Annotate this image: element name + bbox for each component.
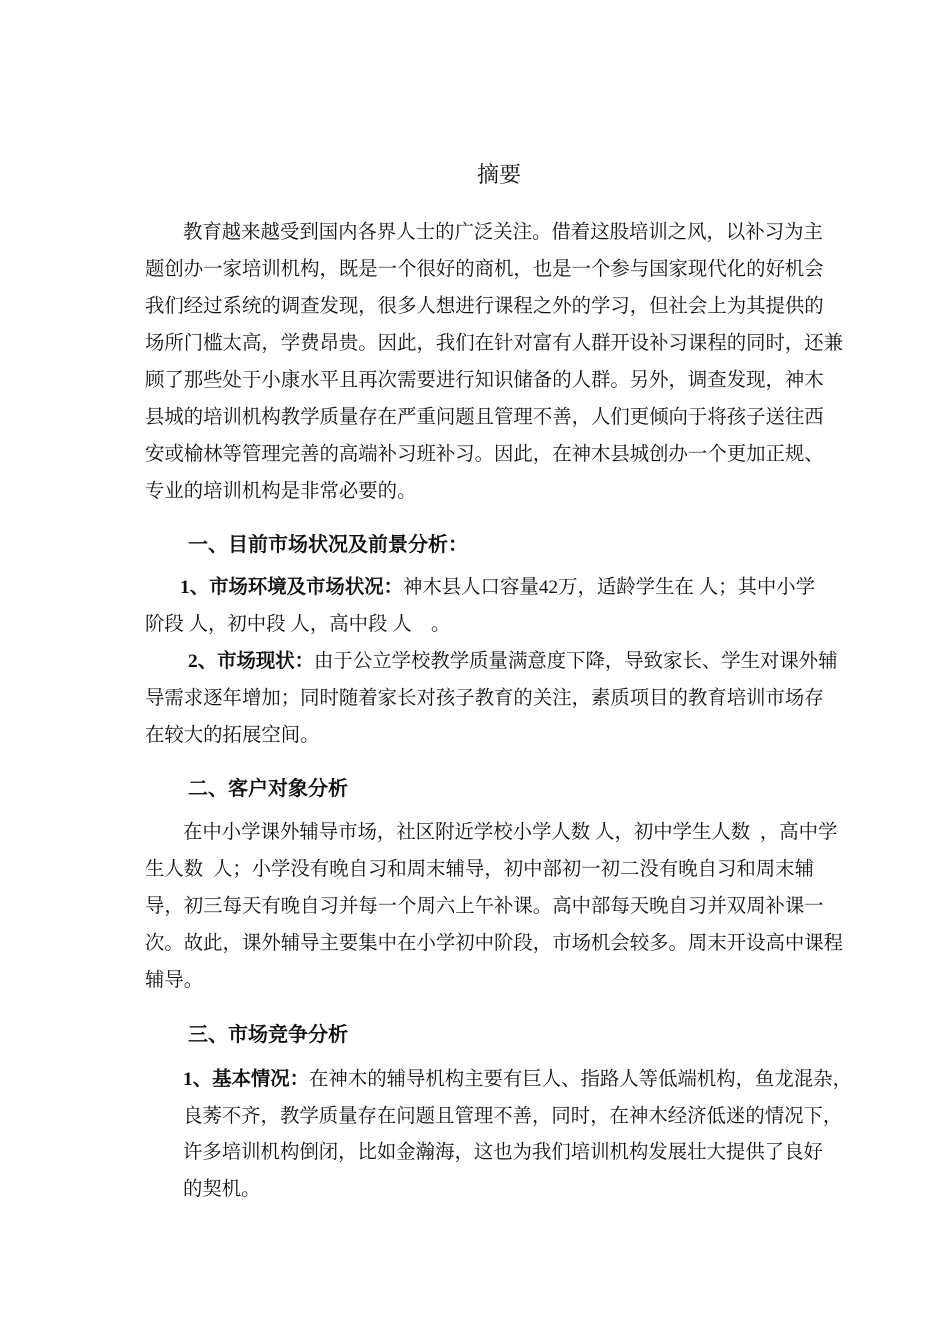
text-line: 县城的培训机构教学质量存在严重问题且管理不善，人们更倾向于将孩子送往西 [145,407,824,428]
text-line: 的契机。 [183,1179,261,1200]
section-heading: 三、市场竞争分析 [188,1024,348,1046]
text-line: 题创办一家培训机构，既是一个很好的商机，也是一个参与国家现代化的好机会 [145,259,824,280]
text-line: 生人数 人；小学没有晚自习和周末辅导，初中部初一初二没有晚自习和周末辅 [145,859,814,880]
text-line: 安或榆林等管理完善的高端补习班补习。因此，在神木县城创办一个更加正规、 [145,444,824,465]
item-label: 1、市场环境及市场状况： [180,577,403,598]
text-line: 神木县人口容量42万，适龄学生在 人；其中小学 [403,577,816,598]
text-line: 次。故此，课外辅导主要集中在小学初中阶段，市场机会较多。周末开设高中课程 [145,933,844,954]
text-line: 在较大的拓展空间。 [145,725,320,746]
text-line: 许多培训机构倒闭，比如金瀚海，这也为我们培训机构发展壮大提供了良好 [183,1142,823,1163]
text-line: 在中小学课外辅导市场，社区附近学校小学人数 人，初中学生人数 ，高中学 [183,822,838,843]
section-heading: 二、客户对象分析 [188,778,348,800]
text-line: 导需求逐年增加；同时随着家长对孩子教育的关注，素质项目的教育培训市场存 [145,688,824,709]
text-line: 导，初三每天有晚自习并每一个周六上午补课。高中部每天晚自习并双周补课一 [145,896,824,917]
text-line: 由于公立学校教学质量满意度下降，导致家长、学生对课外辅 [314,651,838,672]
page-title: 摘要 [476,162,521,187]
text-line: 良莠不齐，教学质量存在问题且管理不善，同时，在神木经济低迷的情况下， [183,1106,843,1127]
item-label: 2、市场现状： [188,651,315,672]
text-line: 顾了那些处于小康水平且再次需要进行知识储备的人群。另外，调查发现，神木 [145,370,824,391]
text-line: 场所门槛太高，学费昂贵。因此，我们在针对富有人群开设补习课程的同时，还兼 [145,333,844,354]
text-line: 在神木的辅导机构主要有巨人、指路人等低端机构，鱼龙混杂， [309,1069,852,1090]
text-line: 我们经过系统的调查发现，很多人想进行课程之外的学习，但社会上为其提供的 [145,296,824,317]
text-line: 专业的培训机构是非常必要的。 [145,481,417,502]
text-line: 辅导。 [145,970,204,991]
item-label: 1、基本情况： [183,1069,310,1090]
text-line: 阶段 人，初中段 人，高中段 人 。 [145,614,451,635]
section-heading: 一、目前市场状况及前景分析： [188,534,468,556]
text-line: 教育越来越受到国内各界人士的广泛关注。借着这股培训之风，以补习为主 [183,222,823,243]
